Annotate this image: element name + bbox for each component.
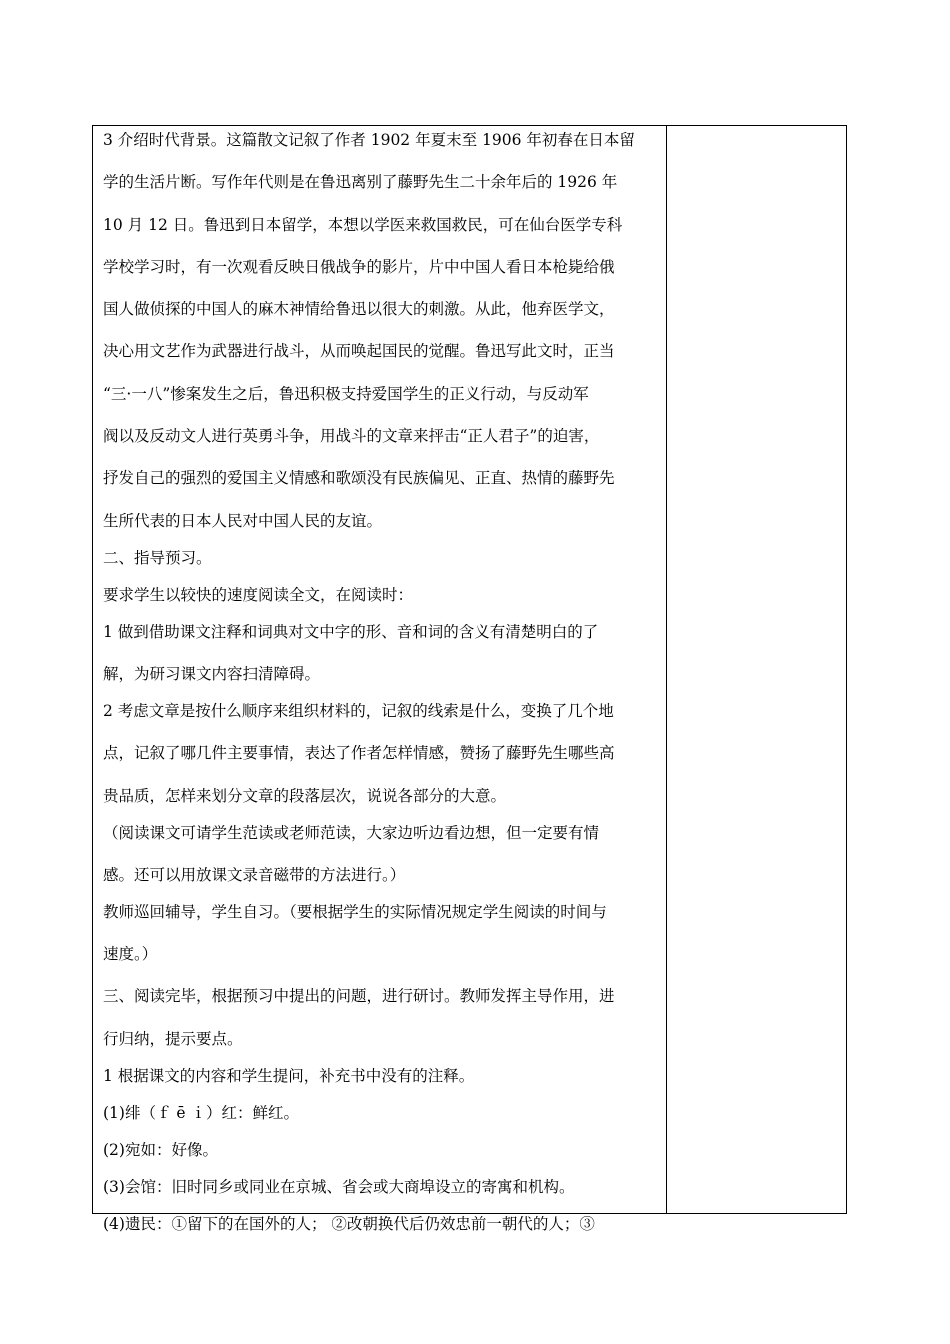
- text-line: 10 月 12 日。鲁迅到日本留学，本想以学医来救国救民，可在仙台医学专科: [103, 215, 623, 234]
- text-line: 解，为研习课文内容扫清障碍。: [103, 664, 321, 683]
- text-line: 3 介绍时代背景。这篇散文记叙了作者 1902 年夏末至 1906 年初春在日本留: [103, 131, 635, 149]
- text-line: 感。还可以用放课文录音磁带的方法进行。）: [103, 865, 406, 884]
- text-line: 阀以及反动文人进行英勇斗争，用战斗的文章来抨击“正人君子”的迫害，: [103, 427, 600, 446]
- text-line: 贵品质，怎样来划分文章的段落层次，说说各部分的大意。: [103, 786, 507, 805]
- text-line: 教师巡回辅导，学生自习。（要根据学生的实际情况规定学生阅读的时间与: [103, 902, 607, 921]
- lesson-table: [92, 125, 847, 1233]
- text-line: 国人做侦探的中国人的麻木神情给鲁迅以很大的刺激。从此，他弃医学文，: [103, 300, 615, 319]
- text-line: 要求学生以较快的速度阅读全文，在阅读时：: [103, 585, 414, 604]
- annotation-line: (2)宛如：好像。: [103, 1140, 218, 1159]
- annotation-line: (4)遗民：①留下的在国外的人； ②改朝换代后仍效忠前一朝代的人；③: [103, 1214, 595, 1233]
- text-line: （阅读课文可请学生范读或老师范读，大家边听边看边想，但一定要有情: [103, 823, 600, 842]
- text-line: 2 考虑文章是按什么顺序来组织材料的，记叙的线索是什么，变换了几个地: [103, 701, 614, 720]
- text-line: 1 根据课文的内容和学生提问，补充书中没有的注释。: [103, 1066, 475, 1085]
- text-line: 学校学习时，有一次观看反映日俄战争的影片，片中中国人看日本枪毙给俄: [103, 257, 615, 276]
- text-line: “三·一八”惨案发生之后，鲁迅积极支持爱国学生的正义行动，与反动军: [103, 384, 589, 403]
- text-line: 速度。）: [103, 945, 158, 964]
- text-line: 点，记叙了哪几件主要事情，表达了作者怎样情感，赞扬了藤野先生哪些高: [103, 744, 615, 763]
- text-line: 生所代表的日本人民对中国人民的友谊。: [103, 511, 383, 530]
- content-cell: [93, 126, 667, 1233]
- annotation-line: (1)绯（ｆ ē ｉ）红：鲜红。: [103, 1103, 299, 1122]
- section-heading: 二、指导预习。: [103, 548, 212, 567]
- text-line: 行归纳，提示要点。: [103, 1029, 243, 1048]
- text-line: 1 做到借助课文注释和词典对文中字的形、音和词的含义有清楚明白的了: [103, 622, 599, 641]
- section-heading: 三、阅读完毕，根据预习中提出的问题，进行研讨。教师发挥主导作用，进: [103, 987, 615, 1006]
- text-line: 学的生活片断。写作年代则是在鲁迅离别了藤野先生二十余年后的 1926 年: [103, 173, 618, 192]
- annotation-line: (3)会馆：旧时同乡或同业在京城、省会或大商埠设立的寄寓和机构。: [103, 1177, 575, 1196]
- notes-cell: [667, 126, 846, 1213]
- text-line: 抒发自己的强烈的爱国主义情感和歌颂没有民族偏见、正直、热情的藤野先: [103, 469, 615, 488]
- text-line: 决心用文艺作为武器进行战斗，从而唤起国民的觉醒。鲁迅写此文时，正当: [103, 342, 615, 361]
